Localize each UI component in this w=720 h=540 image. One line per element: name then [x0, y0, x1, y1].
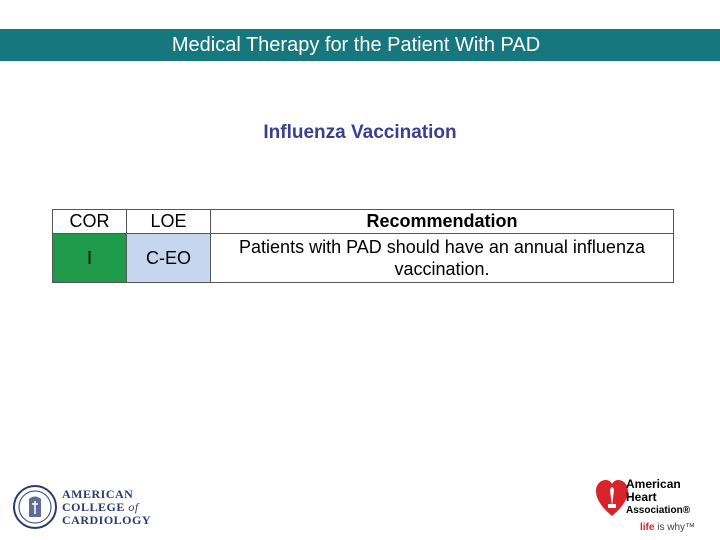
header-cor: COR	[53, 210, 127, 234]
title-bar	[0, 29, 720, 61]
cor-cell: I	[53, 234, 127, 283]
recommendation-cell: Patients with PAD should have an annual influenza vaccination.	[211, 234, 674, 283]
aha-wordmark: American Heart Association®	[626, 477, 691, 516]
acc-logo	[12, 484, 162, 530]
loe-cell: C-EO	[127, 234, 211, 283]
acc-seal-icon	[12, 484, 58, 530]
acc-wordmark: AMERICAN COLLEGE of CARDIOLOGY	[62, 486, 152, 527]
header-loe: LOE	[127, 210, 211, 234]
aha-tagline: life is why™	[640, 522, 696, 533]
recommendation-table	[52, 209, 674, 283]
table-row	[53, 234, 674, 283]
aha-logo	[596, 474, 714, 538]
header-recommendation: Recommendation	[211, 210, 674, 234]
heart-torch-icon	[596, 476, 628, 520]
slide-title: Medical Therapy for the Patient With PAD	[171, 34, 541, 56]
section-subtitle: Influenza Vaccination	[263, 122, 457, 143]
table-header-row	[53, 210, 674, 234]
